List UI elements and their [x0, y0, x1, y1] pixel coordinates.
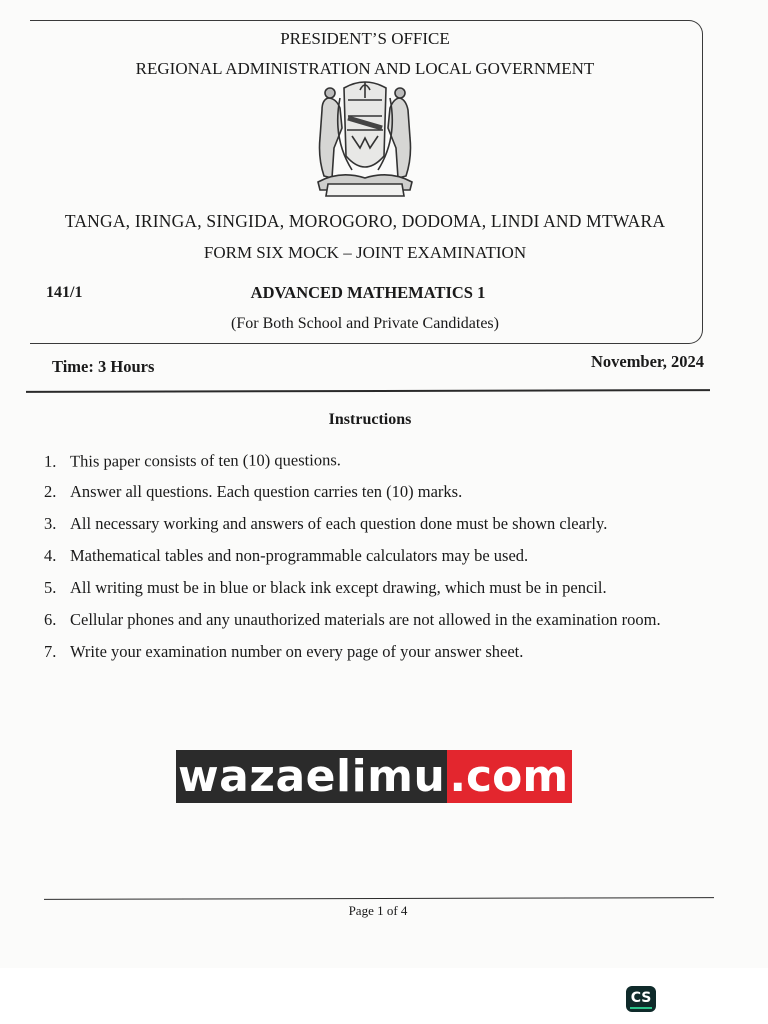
regions-heading: TANGA, IRINGA, SINGIDA, MOROGORO, DODOMA, LINDI AND MTWARA [64, 211, 666, 231]
item-text: All necessary working and answers of each question done must be shown clearly. [70, 514, 608, 533]
list-item [42, 447, 714, 473]
instructions-title: Instructions [328, 411, 412, 428]
item-text: Write your examination number on every page of your answer sheet. [70, 642, 524, 661]
item-number: 3. [44, 514, 57, 533]
item-number: 2. [44, 482, 57, 501]
footer-divider [44, 897, 714, 900]
list-item [42, 481, 714, 503]
page-number: Page 1 of 4 [348, 903, 408, 918]
watermark-name: wazaelimu [178, 751, 446, 802]
list-item [42, 513, 714, 535]
list-item [42, 641, 714, 663]
list-item [42, 577, 714, 599]
instructions-list [42, 449, 714, 673]
item-text: Answer all questions. Each question carries ten (10) marks. [70, 482, 463, 501]
camscanner-badge-icon: CS [626, 986, 656, 1012]
item-text: This paper consists of ten (10) questions. [69, 450, 341, 471]
header-divider [26, 389, 710, 393]
exam-duration: Time: 3 Hours [52, 357, 155, 376]
watermark-banner [176, 750, 572, 803]
paper-code: 141/1 [46, 284, 83, 301]
watermark-domain: .com [447, 750, 572, 803]
candidates-note: (For Both School and Private Candidates) [231, 315, 499, 332]
administration-heading: REGIONAL ADMINISTRATION AND LOCAL GOVERNMENT [135, 59, 595, 78]
item-number: 4. [44, 546, 57, 565]
item-number: 1. [43, 451, 57, 471]
exam-date: November, 2024 [590, 352, 704, 371]
coat-of-arms-emblem [300, 78, 430, 203]
list-item [42, 545, 714, 567]
list-item [42, 609, 714, 631]
item-text: Cellular phones and any unauthorized materials are not allowed in the examination room. [70, 610, 661, 629]
item-text: Mathematical tables and non-programmable calculators may be used. [70, 546, 529, 565]
item-text: All writing must be in blue or black ink except drawing, which must be in pencil. [70, 578, 607, 597]
item-number: 7. [44, 642, 57, 661]
office-heading: PRESIDENT’S OFFICE [280, 29, 450, 48]
item-number: 6. [44, 610, 57, 629]
item-number: 5. [44, 578, 57, 597]
exam-heading: FORM SIX MOCK – JOINT EXAMINATION [203, 243, 527, 262]
subject-title: ADVANCED MATHEMATICS 1 [250, 283, 486, 302]
